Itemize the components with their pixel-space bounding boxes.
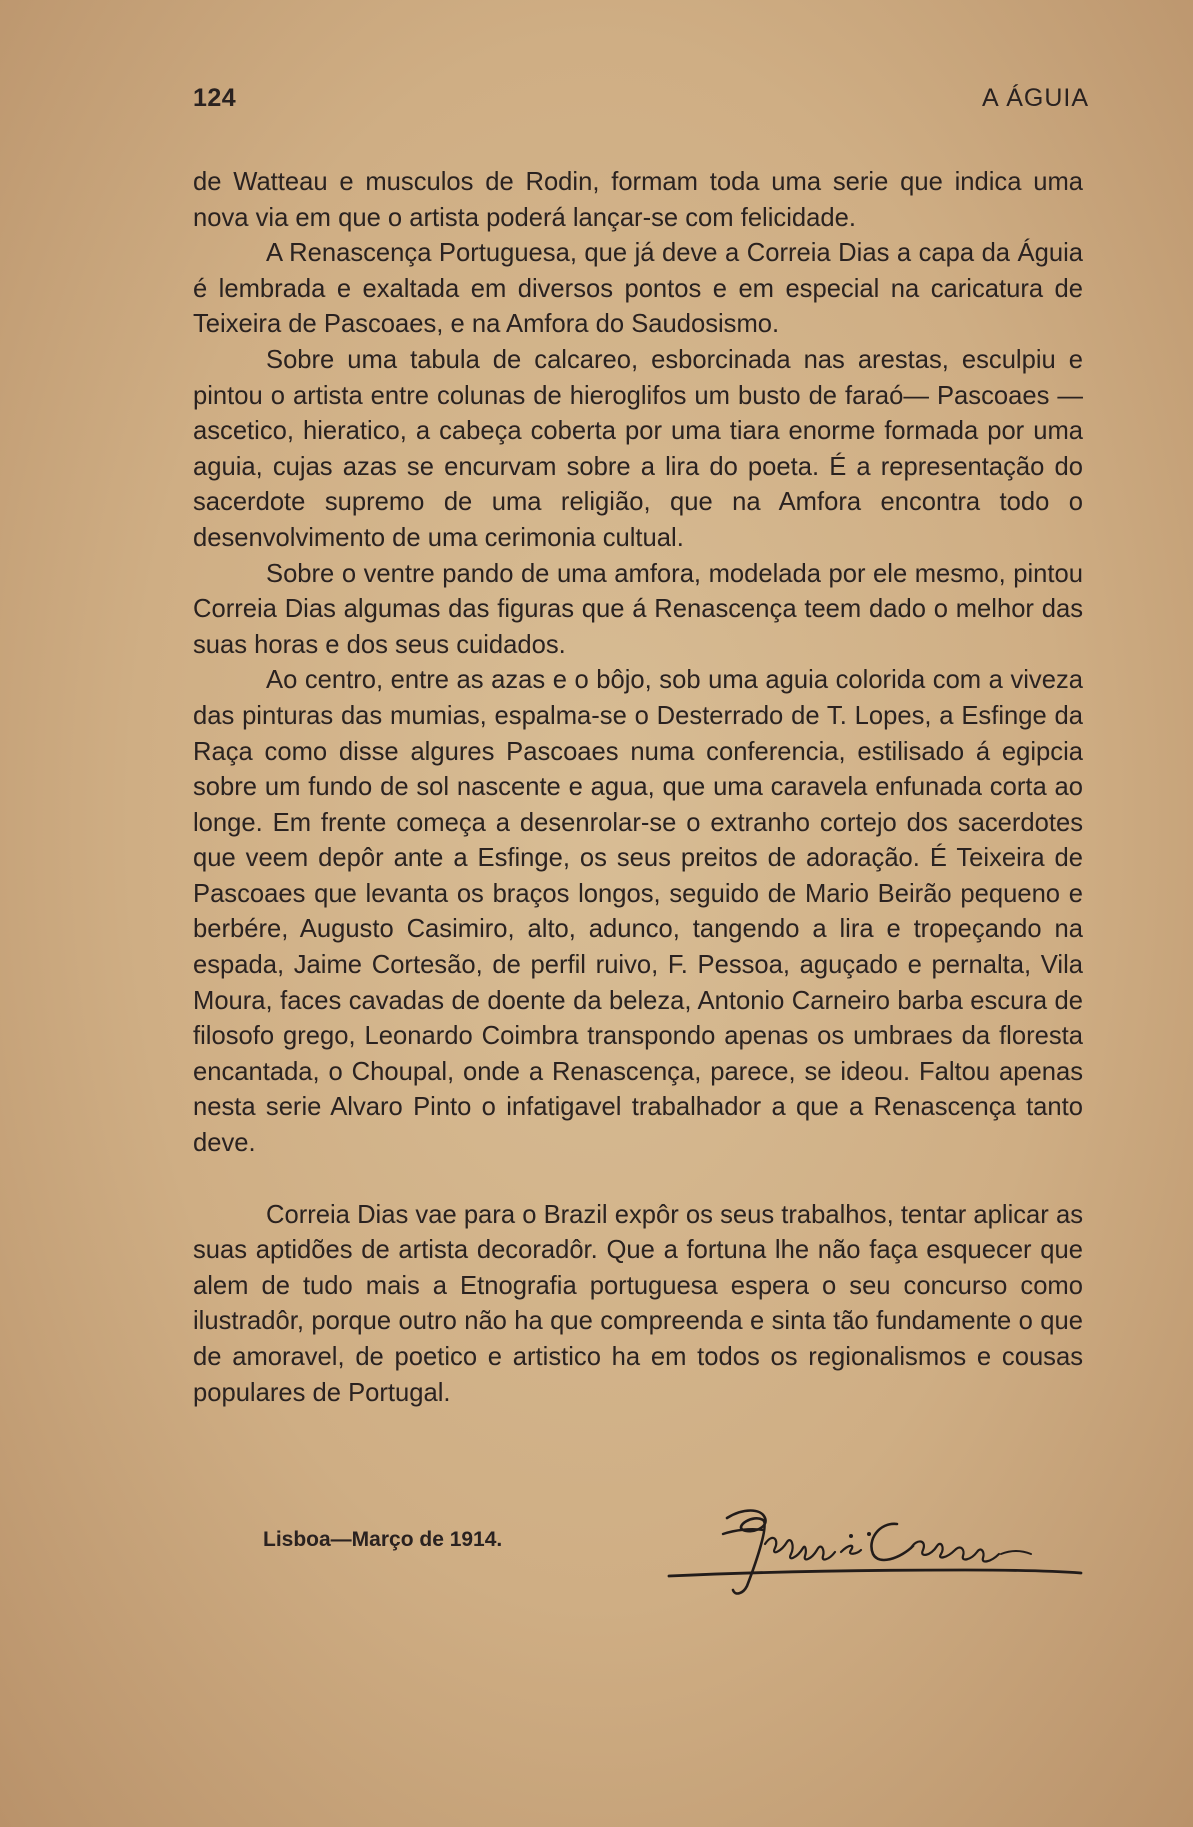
running-title: A ÁGUIA [981, 84, 1089, 112]
body-text [193, 165, 1083, 1411]
page-footer [263, 1500, 1083, 1610]
paragraph-3: Sobre uma tabula de calcareo, esborcinada nas arestas, esculpiu e pintou o artista entre colunas de hieroglifos um busto de faraó— Pascoaes — ascetico, hieratico, a cabeça coberta por uma tiara enorme formada por uma aguia, cujas azas se encurvam sobre a lira do poeta. É a representação do sacerdote supremo de uma religião, que na Amfora encontra todo o desenvolvimento de uma cerimonia cultual. [193, 345, 1083, 552]
paragraph-2: A Renascença Portuguesa, que já deve a Correia Dias a capa da Águia é lembrada e exaltada em diversos pontos e em especial na caricatura de Teixeira de Pascoaes, e na Amfora do Saudosismo. [193, 239, 1083, 339]
page-number: 124 [193, 84, 237, 112]
paragraph-5: Ao centro, entre as azas e o bôjo, sob uma aguia colorida com a viveza das pinturas das mumias, espalma-se o Desterrado de T. Lopes, a Esfinge da Raça como disse algures Pascoaes numa conferencia, estilisado á egipcia sobre um fundo de sol nascente e agua, que uma caravela enfunada corta ao longe. Em frente começa a desenrolar-se o extranho cortejo dos sacerdotes que veem depôr ante a Esfinge, os seus preitos de adoração. É Teixeira de Pascoaes que levanta os braços longos, seguido de Mario Beirão pequeno e berbére, Augusto Casimiro, alto, adunco, tangendo a lira e tropeçando na espada, Jaime Cortesão, de perfil ruivo, F. Pessoa, aguçado e pernalta, Vila Moura, faces cavadas de doente da beleza, Antonio Carneiro barba escura de filosofo grego, Leonardo Coimbra transpondo apenas os umbraes da floresta encantada, o Choupal, onde a Renascença, parece, se ideou. Faltou apenas nesta serie Alvaro Pinto o infatigavel trabalhador a que a Renascença tanto deve. [193, 666, 1083, 1158]
paragraph-6: Correia Dias vae para o Brazil expôr os seus trabalhos, tentar aplicar as suas aptidões de artista decoradôr. Que a fortuna lhe não faça esquecer que alem de tudo mais a Etnografia portuguesa espera o seu concurso como ilustradôr, porque outro não ha que compreenda e sinta tão fundamente o que de amoravel, de poetico e artistico ha em todos os regionalismos e cousas populares de Portugal. [193, 1200, 1083, 1407]
page-header [193, 84, 1089, 120]
paragraph-4: Sobre o ventre pando de uma amfora, modelada por ele mesmo, pintou Correia Dias algumas das figuras que á Renascença teem dado o melhor das suas horas e dos seus cuidados. [193, 559, 1083, 659]
paragraph-1: de Watteau e musculos de Rodin, formam toda uma serie que indica uma nova via em que o artista poderá lançar-se com felicidade. [193, 168, 1083, 232]
dateline: Lisboa—Março de 1914. [263, 1528, 503, 1551]
handwritten-signature [665, 1500, 1085, 1600]
